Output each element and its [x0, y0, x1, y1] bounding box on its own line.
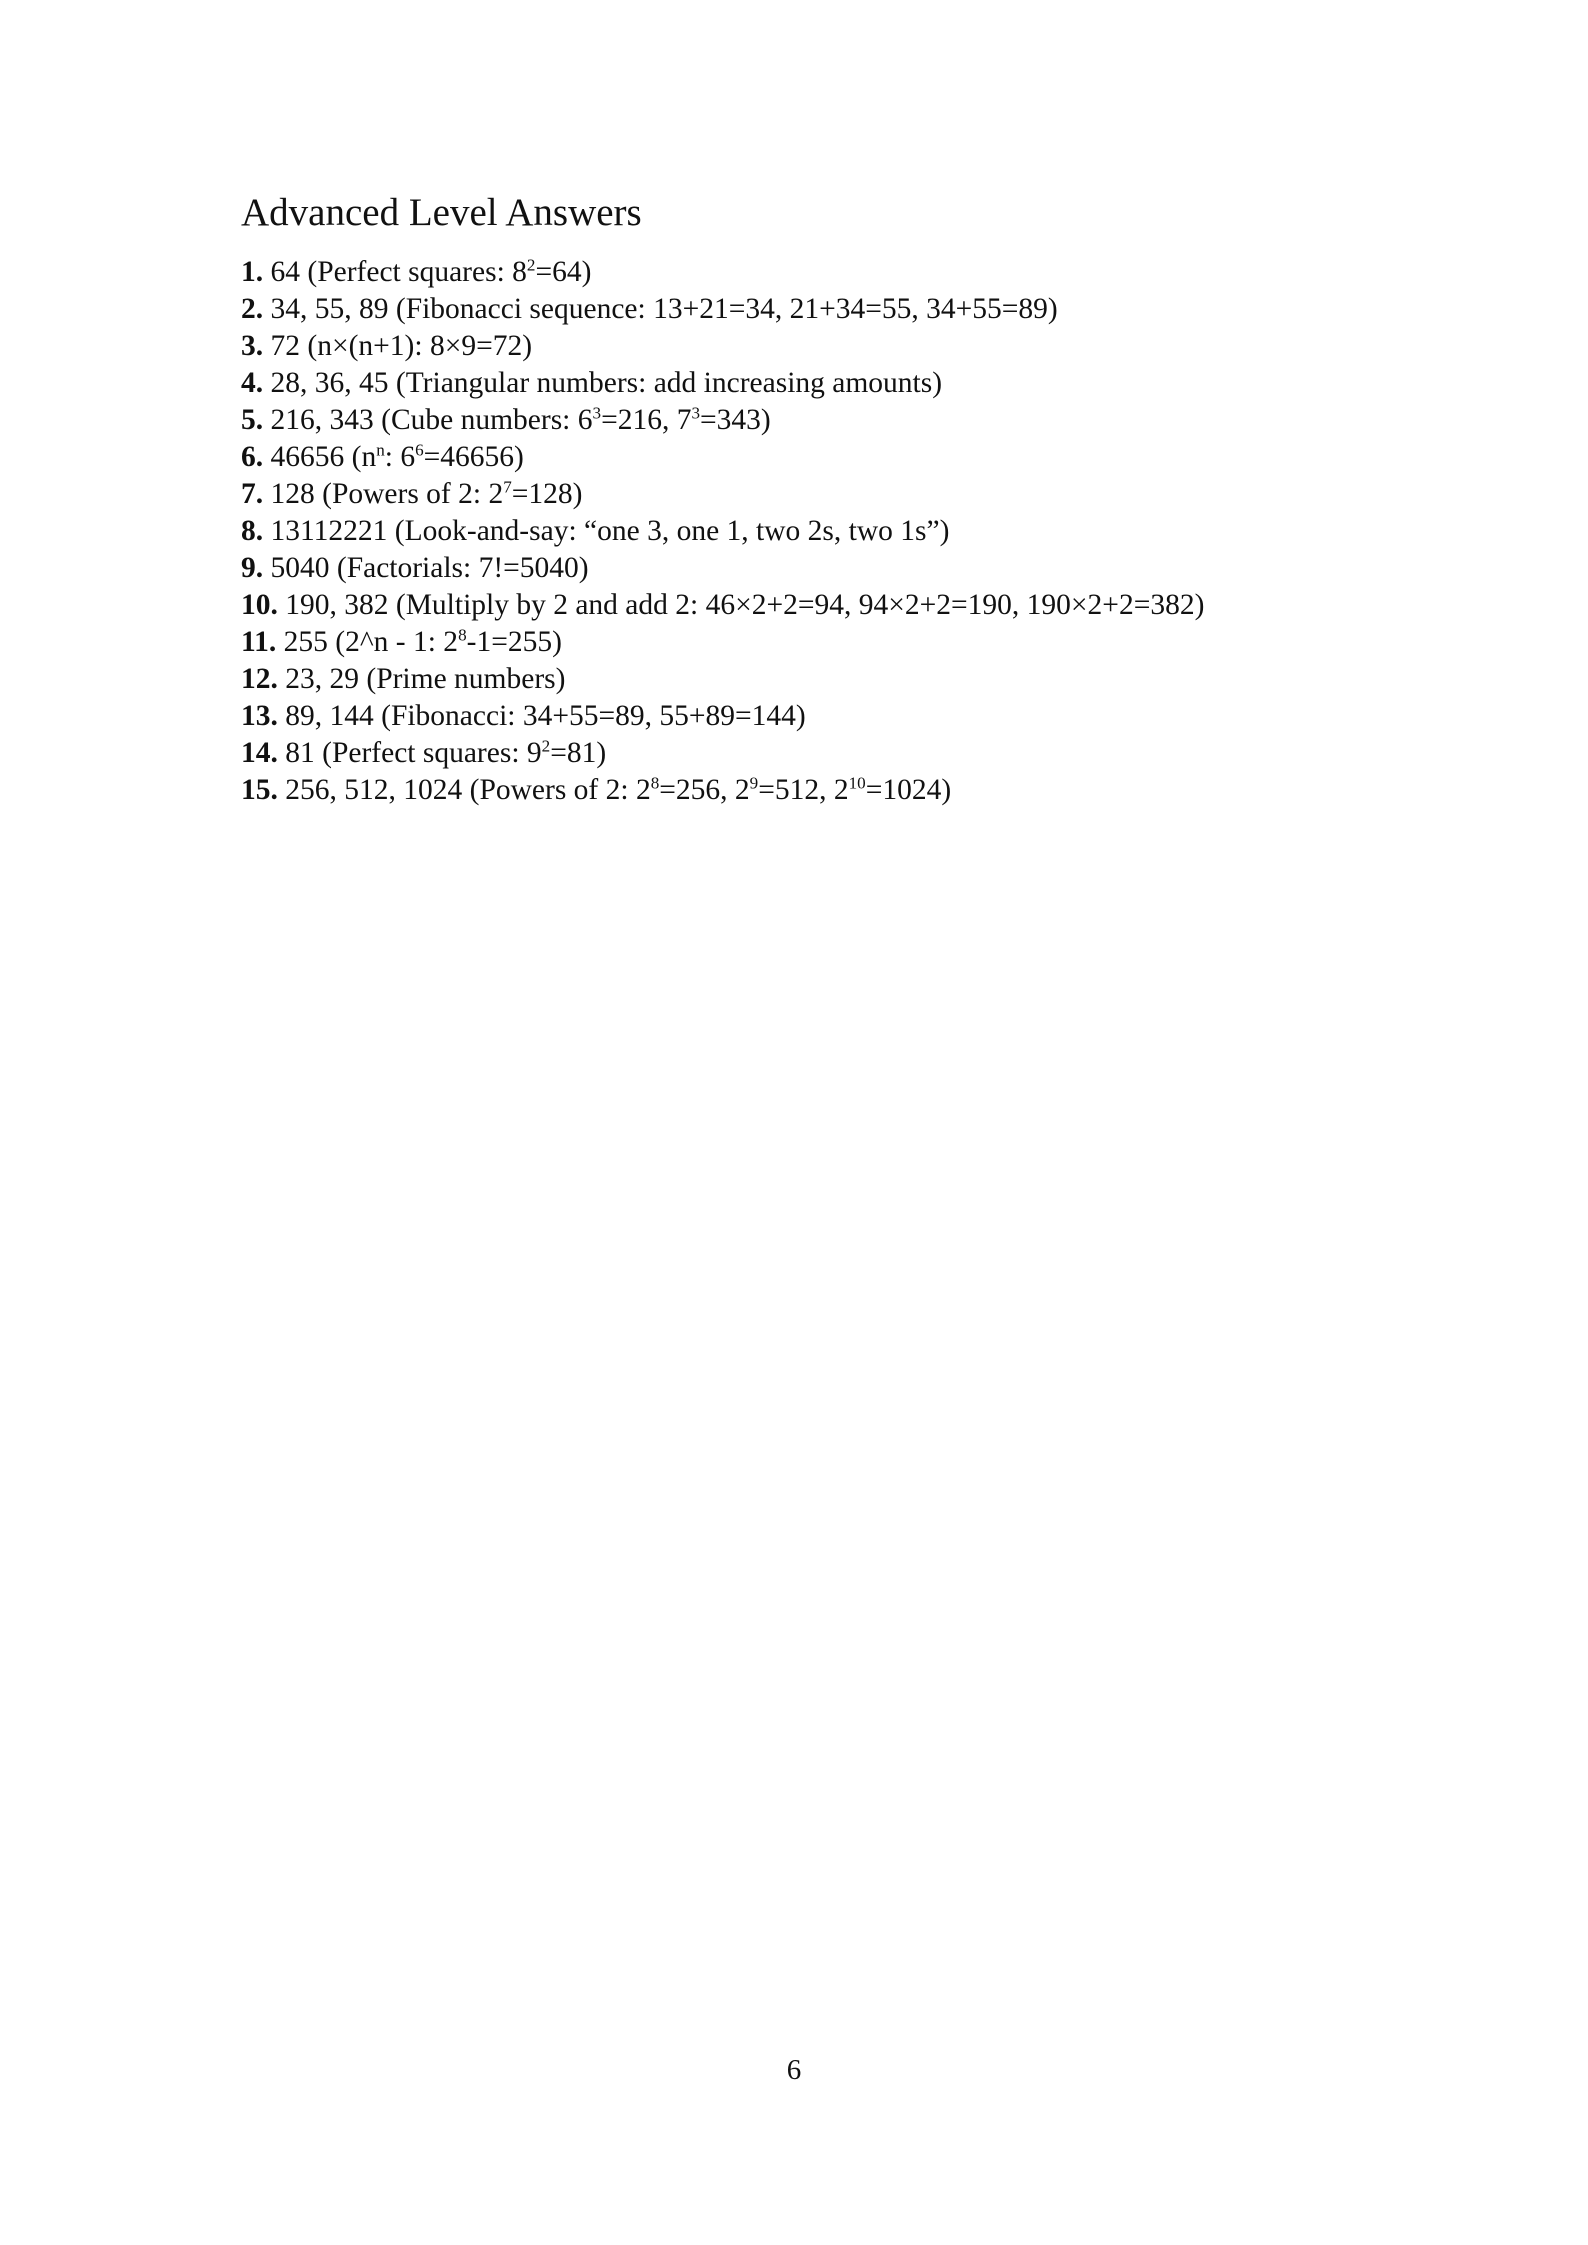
answer-number: 8.	[241, 515, 264, 547]
answer-text: =216, 7	[601, 404, 692, 436]
list-item	[241, 735, 1204, 772]
list-item	[241, 550, 1204, 587]
list-item	[241, 476, 1204, 513]
answer-text: =81)	[550, 737, 607, 769]
answer-text: 216, 343 (Cube numbers: 6	[263, 404, 593, 436]
list-item	[241, 254, 1204, 291]
superscript: 2	[526, 255, 536, 275]
superscript: n	[376, 440, 385, 460]
answer-number: 6.	[241, 441, 264, 473]
superscript: 8	[458, 625, 467, 645]
answer-text: 128 (Powers of 2: 2	[263, 478, 504, 510]
superscript: 3	[592, 403, 602, 423]
superscript: 8	[650, 773, 660, 793]
superscript: 3	[691, 403, 701, 423]
list-item	[241, 661, 1204, 698]
answer-text: =343)	[700, 404, 771, 436]
answer-text: 72 (n×(n+1): 8×9=72)	[263, 330, 533, 362]
answer-text: =512, 2	[758, 774, 849, 806]
answer-number: 10.	[241, 589, 278, 621]
page-number: 6	[786, 2054, 802, 2086]
answer-text: 46656 (n	[263, 441, 377, 473]
list-item	[241, 402, 1204, 439]
superscript: 9	[749, 773, 759, 793]
answer-number: 2.	[241, 293, 264, 325]
answer-text: 190, 382 (Multiply by 2 and add 2: 46×2+2=94, 94×2+2=190, 190×2+2=382)	[277, 589, 1205, 621]
list-item	[241, 365, 1204, 402]
superscript: 10	[848, 773, 866, 793]
answer-number: 4.	[241, 367, 264, 399]
list-item	[241, 328, 1204, 365]
list-item	[241, 587, 1204, 624]
answer-text: 23, 29 (Prime numbers)	[277, 663, 566, 695]
answer-text: =256, 2	[659, 774, 750, 806]
answer-number: 12.	[241, 663, 278, 695]
answer-text: =128)	[511, 478, 583, 510]
answer-text: 34, 55, 89 (Fibonacci sequence: 13+21=34, 21+34=55, 34+55=89)	[263, 293, 1058, 325]
answer-text: 28, 36, 45 (Triangular numbers: add increasing amounts)	[263, 367, 943, 399]
answer-text: 13112221 (Look-and-say: “one 3, one 1, two 2s, two 1s”)	[263, 515, 950, 547]
answer-text: 64 (Perfect squares: 8	[263, 256, 527, 288]
answer-number: 14.	[241, 737, 278, 769]
list-item	[241, 698, 1204, 735]
list-item	[241, 291, 1204, 328]
answer-text: 81 (Perfect squares: 9	[277, 737, 542, 769]
answer-number: 3.	[241, 330, 264, 362]
answer-number: 13.	[241, 700, 278, 732]
list-item	[241, 772, 1204, 809]
answer-number: 5.	[241, 404, 264, 436]
answer-text: 256, 512, 1024 (Powers of 2: 2	[277, 774, 651, 806]
answer-text: 89, 144 (Fibonacci: 34+55=89, 55+89=144)	[277, 700, 806, 732]
answer-text: 5040 (Factorials: 7!=5040)	[263, 552, 589, 584]
page-title: Advanced Level Answers	[241, 191, 642, 234]
answer-text: -1=255)	[466, 626, 562, 658]
answer-text: : 6	[384, 441, 416, 473]
answer-number: 15.	[241, 774, 278, 806]
answer-text: =46656)	[423, 441, 524, 473]
superscript: 6	[415, 440, 424, 460]
superscript: 2	[541, 736, 551, 756]
list-item	[241, 439, 1204, 476]
answer-number: 7.	[241, 478, 264, 510]
answer-number: 1.	[241, 256, 264, 288]
answer-number: 9.	[241, 552, 264, 584]
answer-list	[241, 254, 1204, 809]
list-item	[241, 624, 1204, 661]
answer-number: 11.	[241, 626, 277, 658]
answer-text: 255 (2^n - 1: 2	[276, 626, 459, 658]
answer-text: =64)	[535, 256, 592, 288]
answer-text: =1024)	[865, 774, 952, 806]
superscript: 7	[503, 477, 512, 497]
list-item	[241, 513, 1204, 550]
